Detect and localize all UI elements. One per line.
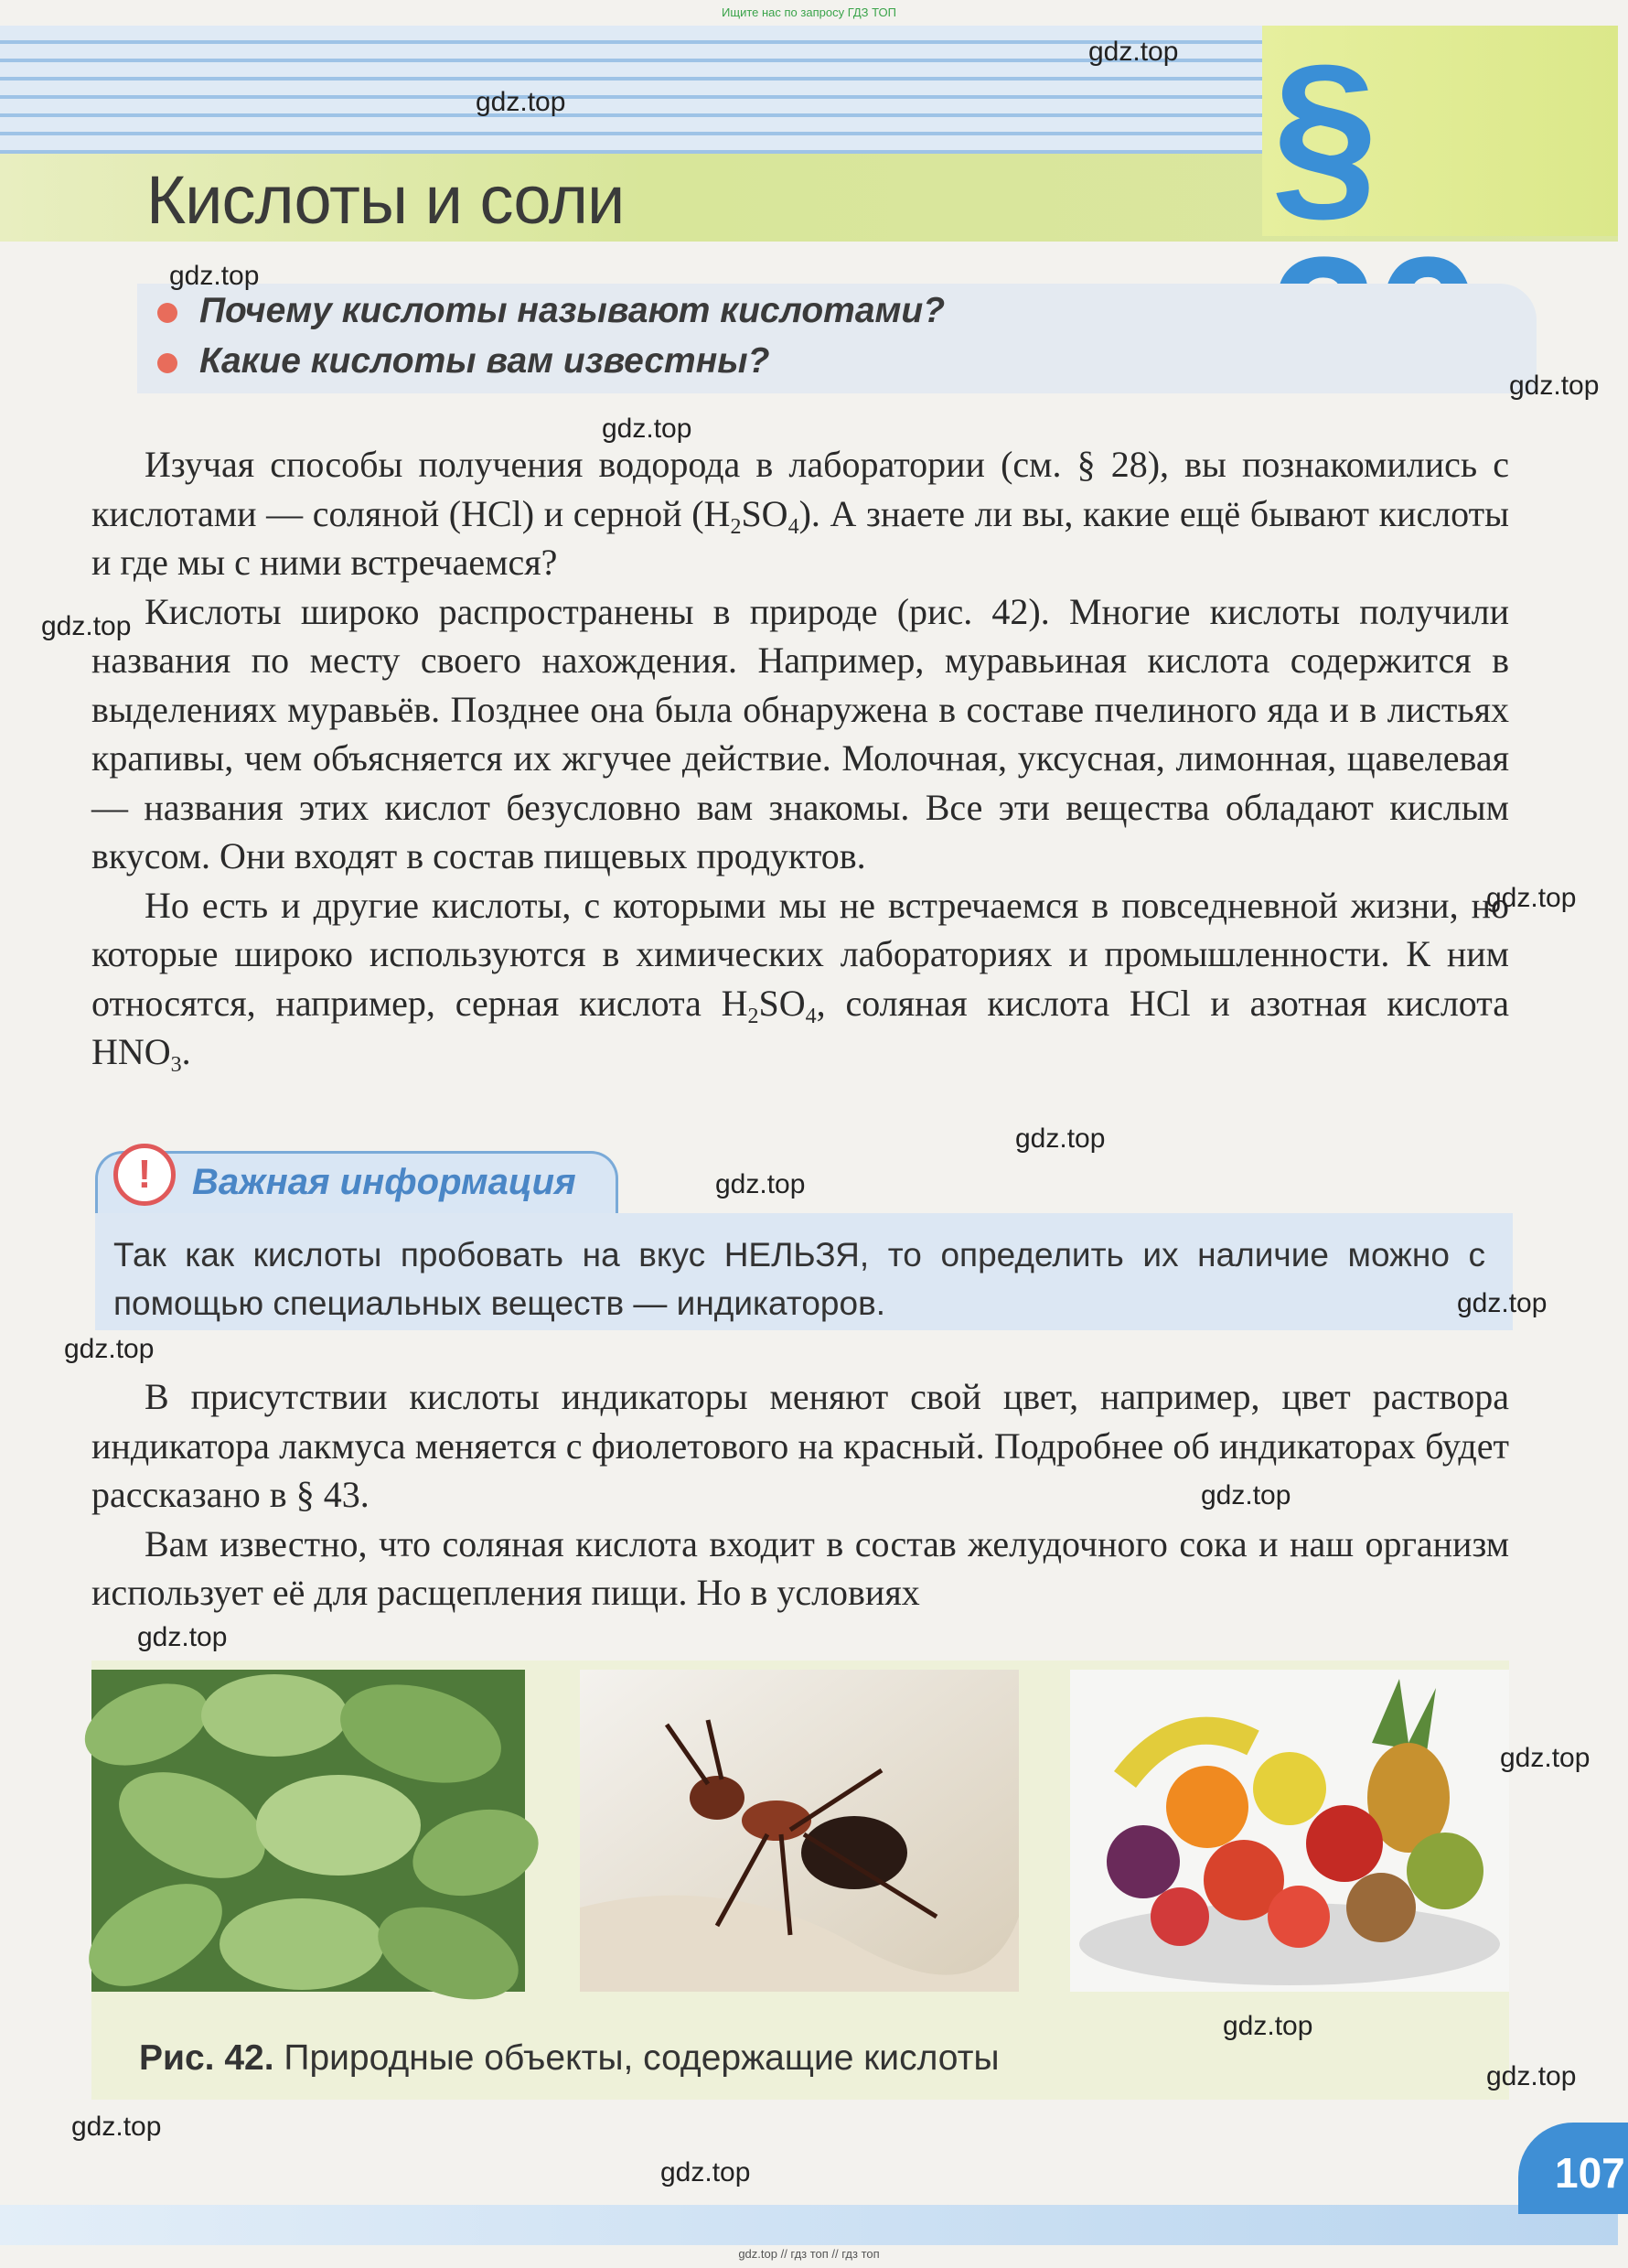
watermark: gdz.top [71, 2112, 162, 2142]
body-text-2 [91, 1372, 1509, 1618]
watermark: gdz.top [1201, 1480, 1291, 1510]
watermark: gdz.top [1015, 1123, 1106, 1154]
paragraph-4: В присутствии кислоты индикаторы меняют свой цвет, например, цвет раствора индикатора лакмуса меняется с фиолетового на красный. Подробнее об индикаторах будет рассказано в § 43. [91, 1376, 1509, 1515]
top-note: Ищите нас по запросу ГДЗ ТОП [722, 5, 896, 19]
question-2: Какие кислоты вам известны? [157, 341, 769, 382]
watermark: gdz.top [1500, 1743, 1591, 1773]
nettle-photo [91, 1670, 525, 1992]
paragraph-3: Но есть и другие кислоты, с которыми мы не встречаемся в повседневной жизни, но которые широко используются в химических лабораториях и промышленности. К ним относятся, например, серная кислота $H_2SO_4$, соляная кислота HCl и азотная кислота $HNO_3$. [91, 884, 1509, 1077]
page-number: 107 [1555, 2149, 1625, 2197]
footer-band [0, 2205, 1618, 2245]
watermark: gdz.top [602, 414, 692, 444]
question-1: Почему кислоты называют кислотами? [157, 291, 945, 331]
bullet-icon [157, 303, 177, 323]
fruit-photo [1070, 1670, 1509, 1992]
important-text: Так как кислоты пробовать на вкус НЕЛЬЗЯ, то определить их наличие можно с помощью специальных веществ — индикаторов. [113, 1236, 1485, 1322]
paragraph-1: Изучая способы получения водорода в лаборатории (см. § 28), вы познакомились с кислотами — соляной (HCl) и серной $(H_2SO_4)$. А знаете ли вы, какие ещё бывают кислоты и где мы с ними встречаемся? [91, 444, 1510, 583]
watermark: gdz.top [660, 2157, 751, 2187]
figure-caption: Рис. 42. Природные объекты, содержащие кислоты [139, 2038, 1000, 2078]
watermark: gdz.top [1486, 2061, 1577, 2091]
watermark: gdz.top [1088, 37, 1179, 67]
bullet-icon [157, 353, 177, 373]
page-title: Кислоты и соли [146, 162, 625, 238]
watermark: gdz.top [64, 1334, 155, 1364]
watermark: gdz.top [1223, 2011, 1313, 2041]
important-title: Важная информация [192, 1162, 576, 1202]
paragraph-2: Кислоты широко распространены в природе (рис. 42). Многие кислоты получили названия по месту своего нахождения. Например, муравьиная кислота содержится в выделениях муравьёв. Позднее она была обнаружена в составе пчелиного яда и в листьях крапивы, чем объясняется их жгучее действие. Молочная, уксусная, лимонная, щавелевая — названия этих кислот безусловно вам знакомы. Все эти вещества обладают кислым вкусом. Они входят в состав пищевых продуктов. [91, 590, 1509, 876]
paragraph-5: Вам известно, что соляная кислота входит в состав желудочного сока и наш организм использует её для расщепления пищи. Но в условиях [91, 1522, 1509, 1613]
exclamation-icon: ! [113, 1144, 176, 1206]
watermark: gdz.top [715, 1169, 806, 1199]
watermark: gdz.top [41, 611, 132, 641]
watermark: gdz.top [169, 261, 260, 291]
section-number: § [1271, 25, 1375, 240]
watermark: gdz.top [137, 1622, 228, 1652]
body-text-1 [91, 440, 1509, 1077]
ant-photo [580, 1670, 1019, 1992]
watermark: gdz.top [1509, 371, 1600, 401]
watermark: gdz.top [476, 87, 566, 117]
bottom-note: gdz.top // гдз топ // гдз топ [738, 2247, 880, 2261]
watermark: gdz.top [1486, 883, 1577, 913]
watermark: gdz.top [1457, 1288, 1548, 1318]
